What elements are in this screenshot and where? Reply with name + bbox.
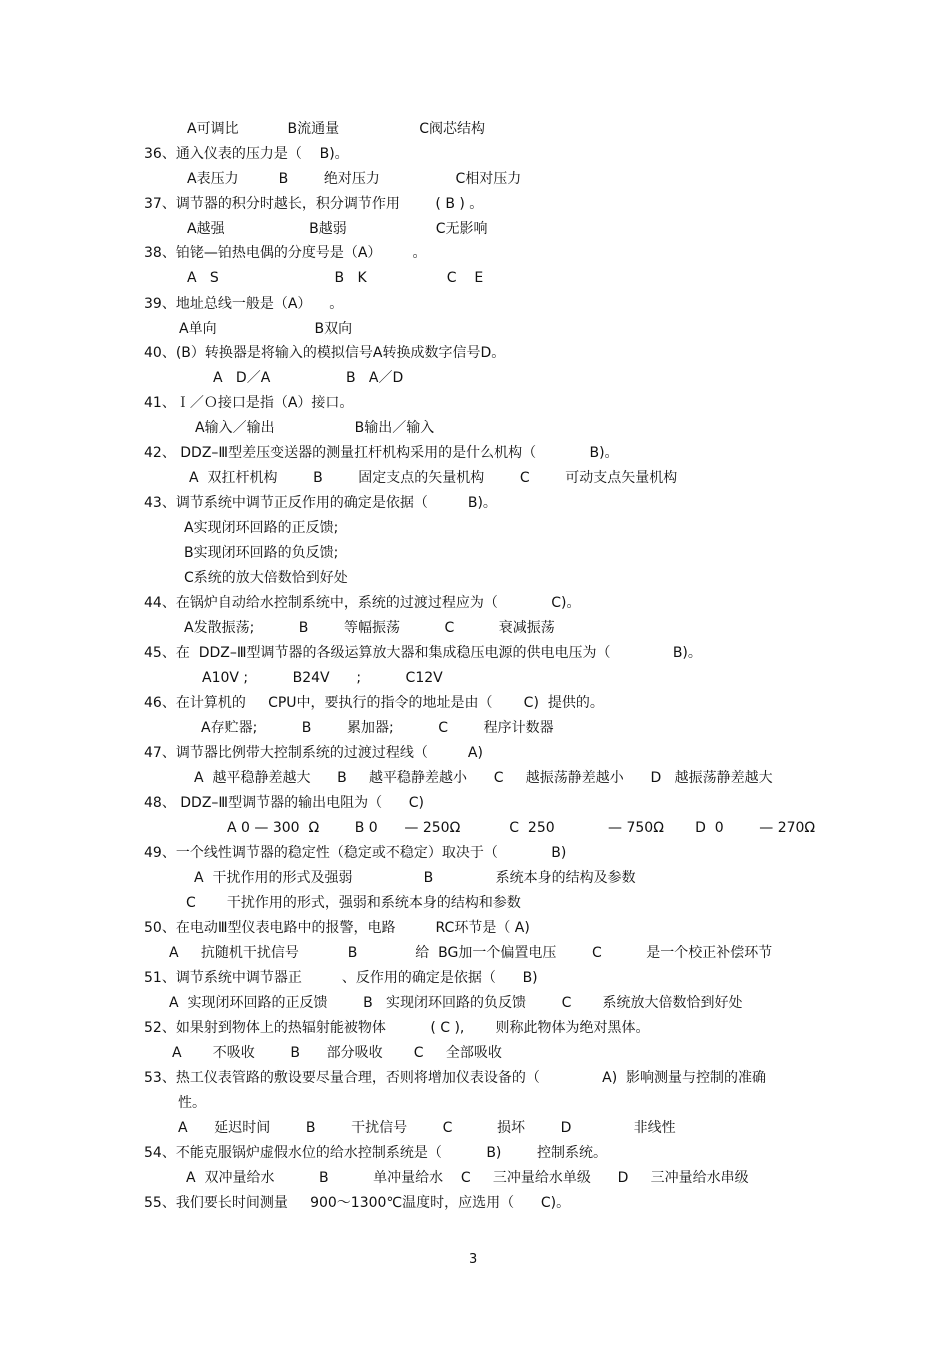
option-line-53: A 延迟时间 B 干扰信号 C 损坏 D 非线性 bbox=[178, 1120, 676, 1136]
question-39: 39、地址总线一般是（A） 。 bbox=[144, 296, 344, 312]
question-48: 48、 DDZ–Ⅲ型调节器的输出电阻为（ C) bbox=[144, 795, 425, 811]
option-43-c: C系统的放大倍数恰到好处 bbox=[184, 570, 348, 586]
question-44: 44、在锅炉自动给水控制系统中，系统的过渡过程应为（ C)。 bbox=[144, 595, 581, 611]
option-line-48: A 0 — 300 Ω B 0 — 250Ω C 250 — 750Ω D 0 — 270Ω bbox=[227, 820, 816, 836]
question-43: 43、调节系统中调节正反作用的确定是依据（ B)。 bbox=[144, 495, 497, 511]
question-46: 46、在计算机的 CPU中，要执行的指令的地址是由（ C) 提供的。 bbox=[144, 695, 604, 711]
question-42: 42、 DDZ–Ⅲ型差压变送器的测量扛杆机构采用的是什么机构（ B)。 bbox=[144, 445, 619, 461]
option-line-46: A存贮器; B 累加器; C 程序计数器 bbox=[201, 720, 554, 736]
question-47: 47、调节器比例带大控制系统的过渡过程线（ A) bbox=[144, 745, 483, 761]
option-line-49-c: C 干扰作用的形式，强弱和系统本身的结构和参数 bbox=[186, 895, 521, 911]
question-41: 41、Ｉ／Ｏ接口是指（A）接口。 bbox=[144, 395, 354, 411]
option-line-36: A表压力 B 绝对压力 C相对压力 bbox=[187, 171, 522, 187]
option-line-42: A 双扛杆机构 B 固定支点的矢量机构 C 可动支点矢量机构 bbox=[189, 470, 678, 486]
option-line-44: A发散振荡; B 等幅振荡 C 衰减振荡 bbox=[184, 620, 555, 636]
option-line-47: A 越平稳静差越大 B 越平稳静差越小 C 越振荡静差越小 D 越振荡静差越大 bbox=[194, 770, 773, 786]
question-55: 55、我们要长时间测量 900～1300℃温度时，应选用（ C)。 bbox=[144, 1195, 571, 1211]
option-line-40: A D／A B A／D bbox=[213, 370, 404, 386]
page-number: 3 bbox=[469, 1252, 478, 1267]
question-53-continued: 性。 bbox=[178, 1095, 206, 1111]
question-53: 53、热工仪表管路的敷设要尽量合理，否则将增加仪表设备的（ A) 影响测量与控制的准确 bbox=[144, 1070, 767, 1086]
question-38: 38、铂铑—铂热电偶的分度号是（A） 。 bbox=[144, 245, 427, 261]
question-52: 52、如果射到物体上的热辐射能被物体 ( C ), 则称此物体为绝对黑体。 bbox=[144, 1020, 650, 1036]
option-43-b: B实现闭环回路的负反馈; bbox=[184, 545, 339, 561]
option-line-49-ab: A 干扰作用的形式及强弱 B 系统本身的结构及参数 bbox=[194, 870, 636, 886]
option-line-38: A S B K C E bbox=[187, 270, 484, 286]
question-50: 50、在电动Ⅲ型仪表电路中的报警，电路 RC环节是（ A) bbox=[144, 920, 530, 936]
option-line-39: A单向 B双向 bbox=[179, 321, 353, 337]
option-line-37: A越强 B越弱 C无影响 bbox=[187, 221, 488, 237]
option-line-51: A 实现闭环回路的正反馈 B 实现闭环回路的负反馈 C 系统放大倍数恰到好处 bbox=[169, 995, 743, 1011]
option-43-a: A实现闭环回路的正反馈; bbox=[184, 520, 339, 536]
question-49: 49、一个线性调节器的稳定性（稳定或不稳定）取决于（ B) bbox=[144, 845, 567, 861]
question-45: 45、在 DDZ–Ⅲ型调节器的各级运算放大器和集成稳压电源的供电电压为（ B)。 bbox=[144, 645, 702, 661]
question-54: 54、不能克服锅炉虚假水位的给水控制系统是（ B) 控制系统。 bbox=[144, 1145, 607, 1161]
option-line-45: A10V ; B24V ; C12V bbox=[202, 670, 443, 686]
option-line-41: A输入／输出 B输出／输入 bbox=[195, 420, 435, 436]
option-line-54: A 双冲量给水 B 单冲量给水 C 三冲量给水单级 D 三冲量给水串级 bbox=[186, 1170, 749, 1186]
question-40: 40、(B）转换器是将输入的模拟信号A转换成数字信号D。 bbox=[144, 345, 506, 361]
question-36: 36、通入仪表的压力是（ B)。 bbox=[144, 146, 349, 162]
option-line-35: A可调比 B流通量 C阀芯结构 bbox=[187, 121, 486, 137]
option-line-52: A 不吸收 B 部分吸收 C 全部吸收 bbox=[172, 1045, 502, 1061]
question-51: 51、调节系统中调节器正 、反作用的确定是依据（ B) bbox=[144, 970, 538, 986]
question-37: 37、调节器的积分时越长，积分调节作用 ( B ) 。 bbox=[144, 196, 484, 212]
option-line-50: A 抗随机干扰信号 B 给 BG加一个偏置电压 C 是一个校正补偿环节 bbox=[169, 945, 773, 961]
